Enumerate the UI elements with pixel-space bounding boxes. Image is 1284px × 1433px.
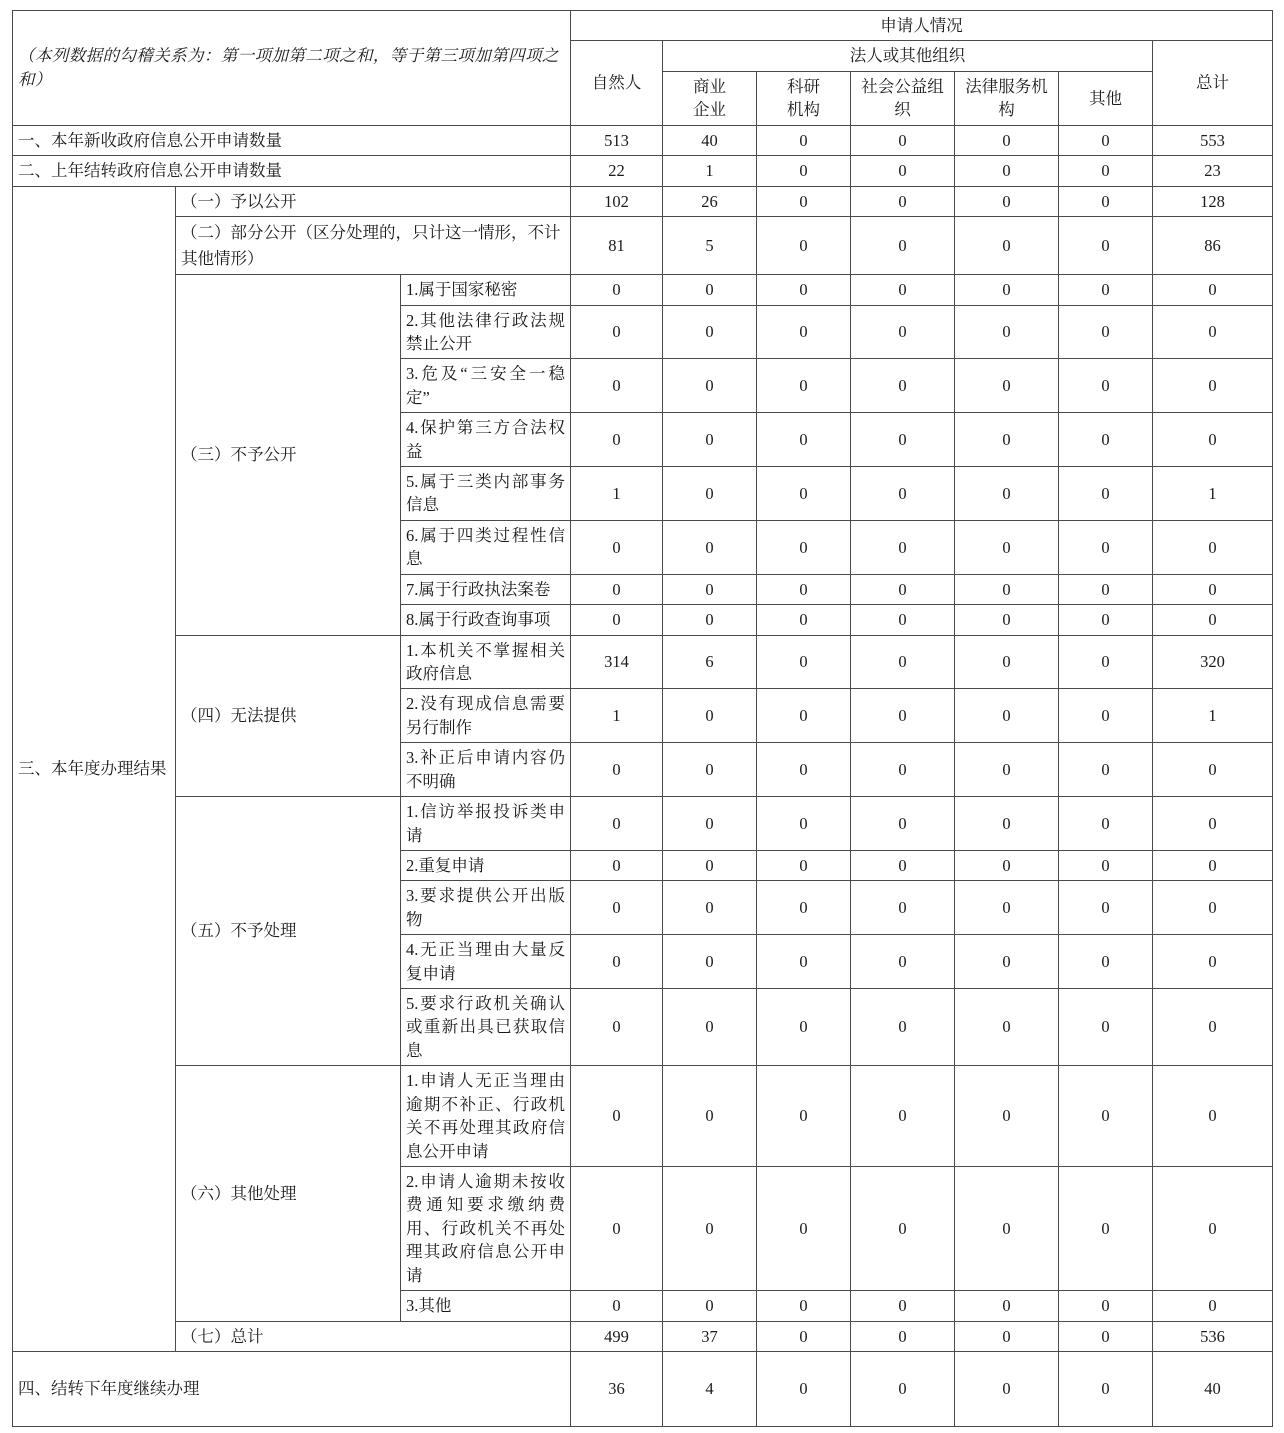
item-label: 3.要求提供公开出版物 xyxy=(401,881,571,935)
cell-value: 0 xyxy=(571,989,663,1066)
cell-value: 0 xyxy=(955,1351,1059,1426)
cell-value: 0 xyxy=(1153,359,1273,413)
cell-value: 22 xyxy=(571,156,663,186)
cell-value: 0 xyxy=(851,797,955,851)
cell-value: 0 xyxy=(955,305,1059,359)
cell-value: 0 xyxy=(1059,305,1153,359)
cell-value: 36 xyxy=(571,1351,663,1426)
item-label: 2.没有现成信息需要另行制作 xyxy=(401,689,571,743)
cell-value: 0 xyxy=(757,574,851,604)
cell-value: 0 xyxy=(851,125,955,155)
item-label: 2.申请人逾期未按收费通知要求缴纳费用、行政机关不再处理其政府信息公开申请 xyxy=(401,1167,571,1291)
cell-value: 0 xyxy=(955,413,1059,467)
cell-value: 0 xyxy=(851,156,955,186)
cell-value: 0 xyxy=(851,850,955,880)
cell-value: 0 xyxy=(955,1066,1059,1167)
cell-value: 0 xyxy=(1059,1167,1153,1291)
item-label: 4.无正当理由大量反复申请 xyxy=(401,935,571,989)
cell-value: 0 xyxy=(955,359,1059,413)
cell-value: 0 xyxy=(571,520,663,574)
cell-value: 0 xyxy=(1059,881,1153,935)
item-label: 1.属于国家秘密 xyxy=(401,275,571,305)
cell-value: 0 xyxy=(851,305,955,359)
cell-value: 0 xyxy=(757,305,851,359)
table-row xyxy=(13,125,1273,155)
cell-value: 0 xyxy=(571,1167,663,1291)
cell-value: 0 xyxy=(757,1351,851,1426)
cell-value: 320 xyxy=(1153,635,1273,689)
cell-value: 0 xyxy=(851,1321,955,1351)
cell-value: 0 xyxy=(851,467,955,521)
cell-value: 0 xyxy=(1059,413,1153,467)
cell-value: 0 xyxy=(1153,989,1273,1066)
cell-value: 0 xyxy=(757,743,851,797)
cell-value: 0 xyxy=(851,275,955,305)
cell-value: 0 xyxy=(663,467,757,521)
cell-value: 0 xyxy=(955,1167,1059,1291)
item-label: 6.属于四类过程性信息 xyxy=(401,520,571,574)
cell-value: 0 xyxy=(1059,186,1153,216)
cell-value: 0 xyxy=(757,605,851,635)
header-col-natural-person: 自然人 xyxy=(571,41,663,125)
cell-value: 0 xyxy=(757,186,851,216)
cell-value: 499 xyxy=(571,1321,663,1351)
item-label: 3.其他 xyxy=(401,1291,571,1321)
cell-value: 0 xyxy=(955,467,1059,521)
header-applicant-situation: 申请人情况 xyxy=(571,11,1273,41)
table-row xyxy=(13,635,1273,689)
cell-value: 0 xyxy=(1153,275,1273,305)
cell-value: 0 xyxy=(1059,359,1153,413)
cell-value: 0 xyxy=(1153,605,1273,635)
cell-value: 0 xyxy=(955,520,1059,574)
sub-label-section-total: （七）总计 xyxy=(176,1321,571,1351)
cell-value: 40 xyxy=(1153,1351,1273,1426)
cell-value: 0 xyxy=(851,1066,955,1167)
cell-value: 0 xyxy=(571,1291,663,1321)
cell-value: 0 xyxy=(571,797,663,851)
cell-value: 0 xyxy=(663,881,757,935)
cell-value: 0 xyxy=(663,1167,757,1291)
cell-value: 0 xyxy=(1059,935,1153,989)
cell-value: 0 xyxy=(1153,743,1273,797)
cell-value: 536 xyxy=(1153,1321,1273,1351)
cell-value: 0 xyxy=(757,635,851,689)
cell-value: 0 xyxy=(955,156,1059,186)
cell-value: 0 xyxy=(851,574,955,604)
cell-value: 0 xyxy=(757,216,851,274)
cell-value: 0 xyxy=(663,275,757,305)
cell-value: 0 xyxy=(955,850,1059,880)
cell-value: 0 xyxy=(851,881,955,935)
cell-value: 0 xyxy=(757,467,851,521)
cell-value: 0 xyxy=(955,881,1059,935)
cell-value: 0 xyxy=(955,125,1059,155)
cell-value: 0 xyxy=(1153,574,1273,604)
table-row xyxy=(13,1351,1273,1426)
cell-value: 37 xyxy=(663,1321,757,1351)
header-col-business-enterprise: 商业 企业 xyxy=(663,71,757,125)
cell-value: 0 xyxy=(1153,305,1273,359)
cell-value: 0 xyxy=(955,1291,1059,1321)
table-row xyxy=(13,275,1273,305)
cell-value: 513 xyxy=(571,125,663,155)
cell-value: 0 xyxy=(851,989,955,1066)
table-row xyxy=(13,156,1273,186)
item-label: 8.属于行政查询事项 xyxy=(401,605,571,635)
cell-value: 0 xyxy=(1059,1291,1153,1321)
cell-value: 0 xyxy=(955,216,1059,274)
item-label: 5.要求行政机关确认或重新出具已获取信息 xyxy=(401,989,571,1066)
cell-value: 1 xyxy=(571,689,663,743)
cell-value: 0 xyxy=(571,935,663,989)
cell-value: 0 xyxy=(663,1291,757,1321)
cell-value: 26 xyxy=(663,186,757,216)
cell-value: 0 xyxy=(955,574,1059,604)
cell-value: 0 xyxy=(1153,1066,1273,1167)
cell-value: 0 xyxy=(571,605,663,635)
cell-value: 0 xyxy=(851,359,955,413)
header-col-total: 总计 xyxy=(1153,41,1273,125)
cell-value: 0 xyxy=(955,935,1059,989)
row-label-carried-over: 二、上年结转政府信息公开申请数量 xyxy=(13,156,571,186)
cell-value: 0 xyxy=(955,797,1059,851)
cell-value: 0 xyxy=(663,520,757,574)
cell-value: 0 xyxy=(663,359,757,413)
cell-value: 0 xyxy=(1059,635,1153,689)
cell-value: 0 xyxy=(663,743,757,797)
item-label: 1.信访举报投诉类申请 xyxy=(401,797,571,851)
item-label: 4.保护第三方合法权益 xyxy=(401,413,571,467)
header-col-other: 其他 xyxy=(1059,71,1153,125)
header-col-research-institution: 科研 机构 xyxy=(757,71,851,125)
cell-value: 0 xyxy=(1059,850,1153,880)
cell-value: 0 xyxy=(851,413,955,467)
cell-value: 0 xyxy=(663,413,757,467)
cell-value: 0 xyxy=(663,989,757,1066)
header-col-public-welfare-org: 社会公益组 织 xyxy=(851,71,955,125)
cell-value: 81 xyxy=(571,216,663,274)
header-legal-person-group: 法人或其他组织 xyxy=(663,41,1153,71)
cell-value: 0 xyxy=(1059,520,1153,574)
item-label: 1.申请人无正当理由逾期不补正、行政机关不再处理其政府信息公开申请 xyxy=(401,1066,571,1167)
cell-value: 0 xyxy=(663,850,757,880)
cell-value: 0 xyxy=(1059,216,1153,274)
section-label-current-year-results: 三、本年度办理结果 xyxy=(13,186,176,1351)
cell-value: 0 xyxy=(571,574,663,604)
cell-value: 0 xyxy=(955,989,1059,1066)
cell-value: 0 xyxy=(851,1291,955,1321)
cell-value: 0 xyxy=(1153,1291,1273,1321)
cell-value: 0 xyxy=(955,605,1059,635)
cell-value: 1 xyxy=(1153,689,1273,743)
cell-value: 0 xyxy=(757,1167,851,1291)
item-label: 2.其他法律行政法规禁止公开 xyxy=(401,305,571,359)
row-label-new-received: 一、本年新收政府信息公开申请数量 xyxy=(13,125,571,155)
cell-value: 0 xyxy=(1059,125,1153,155)
cell-value: 0 xyxy=(851,743,955,797)
cell-value: 0 xyxy=(1059,574,1153,604)
cell-value: 0 xyxy=(1059,275,1153,305)
cell-value: 1 xyxy=(1153,467,1273,521)
cell-value: 0 xyxy=(1153,850,1273,880)
cell-value: 0 xyxy=(1059,605,1153,635)
cell-value: 0 xyxy=(757,935,851,989)
cell-value: 0 xyxy=(663,305,757,359)
cell-value: 0 xyxy=(851,605,955,635)
cell-value: 553 xyxy=(1153,125,1273,155)
cell-value: 0 xyxy=(663,574,757,604)
item-label: 7.属于行政执法案卷 xyxy=(401,574,571,604)
cell-value: 0 xyxy=(1153,935,1273,989)
cell-value: 0 xyxy=(851,216,955,274)
sub-label-partially-disclosed: （二）部分公开（区分处理的，只计这一情形，不计其他情形） xyxy=(176,216,571,274)
government-disclosure-table xyxy=(12,10,1273,1427)
cell-value: 0 xyxy=(757,797,851,851)
cell-value: 0 xyxy=(757,156,851,186)
cell-value: 0 xyxy=(757,1066,851,1167)
cell-value: 86 xyxy=(1153,216,1273,274)
cell-value: 0 xyxy=(1059,1066,1153,1167)
cell-value: 0 xyxy=(571,275,663,305)
cell-value: 0 xyxy=(1153,413,1273,467)
cell-value: 0 xyxy=(757,689,851,743)
cell-value: 0 xyxy=(663,797,757,851)
cell-value: 0 xyxy=(955,1321,1059,1351)
cell-value: 5 xyxy=(663,216,757,274)
item-label: 2.重复申请 xyxy=(401,850,571,880)
cell-value: 128 xyxy=(1153,186,1273,216)
cell-value: 0 xyxy=(851,635,955,689)
cell-value: 0 xyxy=(1059,797,1153,851)
cell-value: 102 xyxy=(571,186,663,216)
cell-value: 0 xyxy=(757,359,851,413)
cell-value: 0 xyxy=(955,186,1059,216)
cell-value: 0 xyxy=(1059,467,1153,521)
cell-value: 0 xyxy=(1059,689,1153,743)
cell-value: 0 xyxy=(1153,797,1273,851)
cell-value: 0 xyxy=(851,935,955,989)
item-label: 3.补正后申请内容仍不明确 xyxy=(401,743,571,797)
cell-value: 0 xyxy=(663,689,757,743)
cell-value: 0 xyxy=(757,1321,851,1351)
cell-value: 40 xyxy=(663,125,757,155)
cell-value: 0 xyxy=(955,743,1059,797)
balance-note: （本列数据的勾稽关系为：第一项加第二项之和，等于第三项加第四项之和） xyxy=(13,11,571,126)
cell-value: 0 xyxy=(1059,1351,1153,1426)
cell-value: 0 xyxy=(757,520,851,574)
cell-value: 0 xyxy=(571,850,663,880)
cell-value: 0 xyxy=(757,881,851,935)
cell-value: 0 xyxy=(955,689,1059,743)
cell-value: 0 xyxy=(757,1291,851,1321)
cell-value: 0 xyxy=(851,689,955,743)
cell-value: 0 xyxy=(757,125,851,155)
cell-value: 0 xyxy=(1059,989,1153,1066)
cell-value: 0 xyxy=(851,1351,955,1426)
cell-value: 0 xyxy=(955,275,1059,305)
cell-value: 0 xyxy=(955,635,1059,689)
cell-value: 0 xyxy=(851,186,955,216)
cell-value: 1 xyxy=(663,156,757,186)
header-row-group xyxy=(13,11,1273,41)
cell-value: 0 xyxy=(1059,1321,1153,1351)
item-label: 5.属于三类内部事务信息 xyxy=(401,467,571,521)
cell-value: 0 xyxy=(1059,743,1153,797)
cell-value: 0 xyxy=(571,743,663,797)
cell-value: 0 xyxy=(1059,156,1153,186)
row-label-carry-to-next-year: 四、结转下年度继续办理 xyxy=(13,1351,571,1426)
table-row xyxy=(13,186,1273,216)
cell-value: 0 xyxy=(663,605,757,635)
cell-value: 0 xyxy=(663,1066,757,1167)
cell-value: 4 xyxy=(663,1351,757,1426)
cell-value: 6 xyxy=(663,635,757,689)
cell-value: 314 xyxy=(571,635,663,689)
cell-value: 0 xyxy=(851,1167,955,1291)
header-col-legal-service-org: 法律服务机 构 xyxy=(955,71,1059,125)
cell-value: 0 xyxy=(757,275,851,305)
cell-value: 0 xyxy=(571,881,663,935)
cell-value: 0 xyxy=(571,1066,663,1167)
item-label: 3.危及“三安全一稳定” xyxy=(401,359,571,413)
cell-value: 0 xyxy=(1153,881,1273,935)
sub-label-unable-to-provide: （四）无法提供 xyxy=(176,635,401,797)
table-row xyxy=(13,1321,1273,1351)
cell-value: 0 xyxy=(757,850,851,880)
cell-value: 0 xyxy=(571,359,663,413)
cell-value: 0 xyxy=(571,305,663,359)
cell-value: 0 xyxy=(1153,520,1273,574)
table-row xyxy=(13,1066,1273,1167)
cell-value: 1 xyxy=(571,467,663,521)
cell-value: 0 xyxy=(757,989,851,1066)
cell-value: 0 xyxy=(571,413,663,467)
cell-value: 0 xyxy=(851,520,955,574)
sub-label-other-handling: （六）其他处理 xyxy=(176,1066,401,1321)
item-label: 1.本机关不掌握相关政府信息 xyxy=(401,635,571,689)
cell-value: 0 xyxy=(757,413,851,467)
sub-label-not-disclosed: （三）不予公开 xyxy=(176,275,401,635)
cell-value: 0 xyxy=(663,935,757,989)
table-row xyxy=(13,797,1273,851)
table-row xyxy=(13,216,1273,274)
cell-value: 23 xyxy=(1153,156,1273,186)
sub-label-not-processed: （五）不予处理 xyxy=(176,797,401,1066)
cell-value: 0 xyxy=(1153,1167,1273,1291)
sub-label-disclosed: （一）予以公开 xyxy=(176,186,571,216)
